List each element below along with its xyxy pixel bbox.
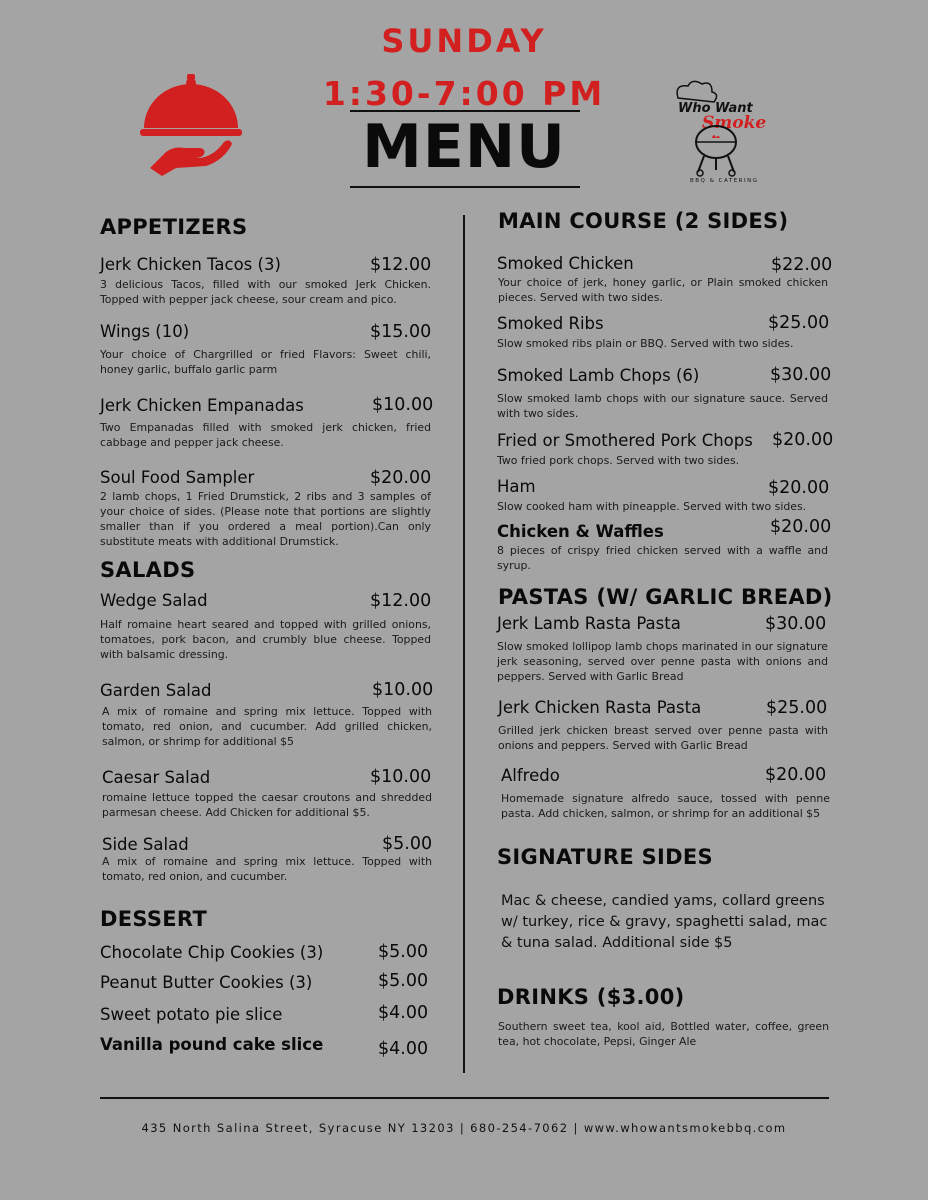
menu-item-price: $20.00	[770, 517, 832, 537]
menu-item-name: Wedge Salad	[100, 591, 208, 610]
footer-divider	[100, 1097, 829, 1099]
menu-item-price: $20.00	[765, 765, 827, 785]
menu-item-name: Smoked Lamb Chops (6)	[497, 366, 700, 385]
title-bottom-rule	[350, 186, 580, 188]
menu-item-price: $12.00	[370, 591, 432, 611]
menu-item-desc: Your choice of jerk, honey garlic, or Plain smoked chicken pieces. Served with two sides.	[498, 276, 828, 304]
menu-item-desc: Slow smoked lollipop lamb chops marinated in our signature jerk seasoning, served over penne pasta with onions and peppers. Served with Garlic Bread	[497, 640, 828, 683]
menu-item-name: Peanut Butter Cookies (3)	[100, 973, 313, 992]
menu-item-price: $10.00	[372, 680, 434, 700]
menu-item-desc: A mix of romaine and spring mix lettuce. Topped with tomato, red onion, and cucumber. Add grilled chicken, salmon, or shrimp for additional $5	[102, 705, 432, 748]
menu-item-desc: Slow smoked lamb chops with our signature sauce. Served with two sides.	[497, 392, 828, 420]
menu-item-desc: Homemade signature alfredo sauce, tossed with penne pasta. Add chicken, salmon, or shrimp for an additional $5	[501, 792, 830, 820]
menu-item-name: Garden Salad	[100, 681, 212, 700]
menu-item-desc: 2 lamb chops, 1 Fried Drumstick, 2 ribs and 3 samples of your choice of sides. (Please note that portions are slightly smaller than if you ordered a meal portion).Can only substitute meats with additional Drumstick.	[100, 490, 431, 548]
menu-item-price: $22.00	[771, 255, 833, 275]
appetizers-heading: APPETIZERS	[100, 215, 248, 239]
menu-item-price: $12.00	[370, 255, 432, 275]
menu-item-name: Soul Food Sampler	[100, 468, 255, 487]
menu-item-price: $20.00	[370, 468, 432, 488]
menu-item-price: $4.00	[378, 1039, 429, 1059]
menu-item-name: Ham	[497, 477, 536, 496]
menu-item-desc: Slow cooked ham with pineapple. Served with two sides.	[497, 500, 807, 513]
menu-title: MENU	[362, 112, 566, 182]
menu-item-price: $30.00	[770, 365, 832, 385]
menu-item-name: Jerk Chicken Rasta Pasta	[498, 698, 702, 717]
menu-item-price: $4.00	[378, 1003, 429, 1023]
menu-item-price: $20.00	[772, 430, 834, 450]
menu-item-desc: romaine lettuce topped the caesar croutons and shredded parmesan cheese. Add Chicken for additional $5.	[102, 791, 432, 819]
menu-item-price: $5.00	[378, 942, 429, 962]
menu-item-desc: Your choice of Chargrilled or fried Flavors: Sweet chili, honey garlic, buffalo garlic parm	[100, 348, 431, 376]
menu-item-name: Side Salad	[102, 835, 189, 854]
main-course-heading: MAIN COURSE (2 SIDES)	[498, 209, 789, 233]
menu-item-name: Fried or Smothered Pork Chops	[497, 431, 753, 450]
menu-item-name: Wings (10)	[100, 322, 190, 341]
menu-item-name: Smoked Chicken	[497, 254, 634, 273]
drinks-text: Southern sweet tea, kool aid, Bottled water, coffee, green tea, hot chocolate, Pepsi, Ginger Ale	[498, 1020, 829, 1048]
menu-item-name: Jerk Lamb Rasta Pasta	[497, 614, 681, 633]
serving-cloche-icon	[140, 72, 242, 178]
menu-item-price: $5.00	[382, 834, 433, 854]
column-divider	[463, 215, 465, 1073]
menu-item-name: Sweet potato pie slice	[100, 1005, 283, 1024]
svg-text:Smoke: Smoke	[702, 113, 767, 133]
menu-item-price: $10.00	[372, 395, 434, 415]
menu-item-desc: Two fried pork chops. Served with two sides.	[497, 454, 740, 467]
menu-item-price: $20.00	[768, 478, 830, 498]
menu-item-name: Chocolate Chip Cookies (3)	[100, 943, 324, 962]
menu-item-desc: 8 pieces of crispy fried chicken served with a waffle and syrup.	[497, 544, 828, 572]
menu-item-price: $10.00	[370, 767, 432, 787]
menu-item-desc: 3 delicious Tacos, filled with our smoked Jerk Chicken. Topped with pepper jack cheese, sour cream and pico.	[100, 278, 431, 306]
menu-item-name: Vanilla pound cake slice	[100, 1035, 324, 1054]
menu-item-desc: Two Empanadas filled with smoked jerk chicken, fried cabbage and pepper jack cheese.	[100, 421, 431, 449]
menu-item-name: Alfredo	[501, 766, 560, 785]
menu-item-price: $15.00	[370, 322, 432, 342]
dessert-heading: DESSERT	[100, 907, 208, 931]
footer-contact: 435 North Salina Street, Syracuse NY 13203 | 680-254-7062 | www.whowantsmokebbq.com	[141, 1121, 787, 1135]
menu-item-desc: Grilled jerk chicken breast served over penne pasta with onions and peppers. Served with Garlic Bread	[498, 724, 828, 752]
signature-sides-heading: SIGNATURE SIDES	[497, 845, 713, 869]
menu-item-price: $25.00	[766, 698, 828, 718]
menu-item-price: $5.00	[378, 971, 429, 991]
svg-text:Who Want: Who Want	[678, 101, 753, 116]
menu-item-name: Chicken & Waffles	[497, 522, 664, 541]
menu-item-price: $25.00	[768, 313, 830, 333]
drinks-heading: DRINKS ($3.00)	[497, 985, 685, 1009]
menu-hours: 1:30-7:00 PM	[322, 74, 606, 113]
menu-item-price: $30.00	[765, 614, 827, 634]
who-want-smoke-logo	[660, 76, 772, 186]
menu-item-desc: Slow smoked ribs plain or BBQ. Served with two sides.	[497, 337, 794, 350]
menu-item-name: Smoked Ribs	[497, 314, 604, 333]
menu-item-name: Jerk Chicken Empanadas	[100, 396, 304, 415]
menu-item-desc: Half romaine heart seared and topped with grilled onions, tomatoes, pork bacon, and crumbly blue cheese. Topped with balsamic dressing.	[100, 618, 431, 661]
logo-subtext: BBQ & CATERING	[690, 178, 759, 184]
menu-item-desc: A mix of romaine and spring mix lettuce. Topped with tomato, red onion, and cucumber.	[102, 855, 432, 883]
menu-item-name: Jerk Chicken Tacos (3)	[100, 255, 281, 274]
pastas-heading: PASTAS (W/ GARLIC BREAD)	[498, 585, 833, 609]
menu-day: SUNDAY	[381, 22, 547, 60]
signature-sides-text: Mac & cheese, candied yams, collard greens w/ turkey, rice & gravy, spaghetti salad, mac & tuna salad. Additional side $5	[501, 893, 828, 951]
menu-item-name: Caesar Salad	[102, 768, 211, 787]
salads-heading: SALADS	[100, 558, 196, 582]
